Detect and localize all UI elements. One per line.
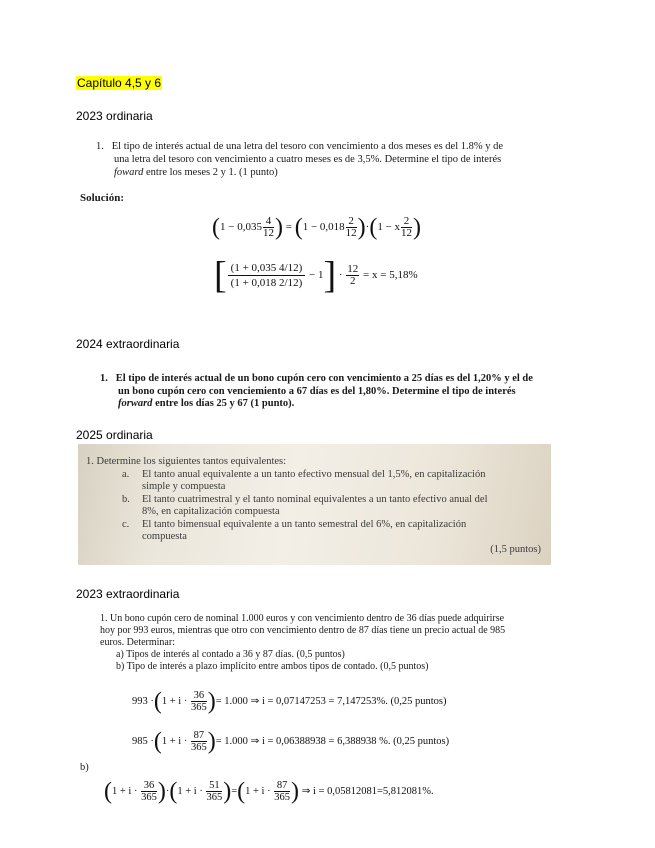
photo-item-line: El tanto cuatrimestral y el tanto nominal equivalentes a un tanto efectivo anual del	[142, 494, 488, 505]
question-italic-word: foward	[114, 167, 144, 178]
question-line: entre los días 25 y 67 (1 punto).	[152, 398, 295, 409]
eq-numerator: 36	[191, 690, 207, 702]
eq-numerator: 4	[263, 216, 274, 228]
section-heading-2023-ordinaria: 2023 ordinaria	[76, 109, 153, 123]
equation-spot-87: 985 ·(1 + i · $\frac{87}{365}$ )= 1.000 ⇒ i = 0,06388938 = 6,388938 %. (0,25 puntos)	[132, 728, 450, 755]
question-line: entre los meses 2 y 1. (1 punto)	[143, 167, 278, 178]
eq-numerator: (1 + 0,035 4/12)	[228, 262, 306, 276]
question-italic-word: forward	[118, 398, 153, 409]
chapter-title: Capítulo 4,5 y 6	[77, 76, 162, 90]
part-b-label: b)	[80, 762, 89, 773]
photo-item-label: a.	[122, 469, 130, 480]
eq-denominator: 365	[190, 702, 207, 713]
eq-numerator: 36	[141, 780, 157, 792]
eq-result: = 0,06388938 = 6,388938 %. (0,25 puntos)	[267, 735, 450, 747]
eq-denominator: 2	[350, 275, 356, 287]
eq-denominator: (1 + 0,018 2/12)	[230, 277, 303, 289]
question-number: 1.	[100, 373, 108, 384]
equation-forward-2: [ $\frac{(1 + 0,035 4/12)}{(1 + 0,018 2/12)}$ − 1] · $\frac{12}{2}$ = x = 5,18%	[214, 254, 418, 297]
eq-term: 1 + i	[177, 785, 197, 797]
photo-item-label: b.	[122, 494, 130, 505]
question-line: El tipo de interés actual de una letra del tesoro con vencimiento a dos meses es del 1.8% y de	[111, 141, 504, 152]
eq-numerator: 2	[401, 216, 412, 228]
eq-term: = 1.000 ⇒ i	[215, 695, 265, 707]
question-line: euros. Determinar:	[100, 637, 175, 648]
question-item-a: a) Tipos de interés al contado a 36 y 87 días. (0,5 puntos)	[116, 649, 345, 660]
question-text	[96, 140, 556, 179]
eq-denominator: 12	[262, 227, 274, 239]
eq-term: 1 + i	[112, 785, 132, 797]
photo-item-label: c.	[122, 519, 130, 530]
exam-photo	[78, 444, 551, 565]
eq-term: 1 − 0,018	[302, 221, 345, 234]
photo-item-line: compuesta	[142, 531, 187, 542]
eq-numerator: 51	[206, 780, 222, 792]
question-line: un bono cupón cero con venciemiento a 67 días es del 1,80%. Determine el tipo de interés	[118, 385, 516, 397]
eq-term: − 1	[309, 269, 324, 282]
photo-item-line: El tanto bimensual equivalente a un tanto semestral del 6%, en capitalización	[142, 519, 467, 530]
photo-item-line: 8%, en capitalización compuesta	[142, 506, 280, 517]
eq-numerator: 2	[346, 216, 357, 228]
eq-denominator: 365	[190, 742, 207, 753]
eq-sign: =	[285, 221, 292, 234]
eq-result: = x = 5,18%	[363, 269, 418, 282]
section-heading-2023-extraordinaria: 2023 extraordinaria	[76, 587, 180, 601]
eq-term: 1 + i	[245, 785, 265, 797]
eq-term: 1 + i	[161, 695, 182, 707]
photo-points: (1,5 puntos)	[490, 544, 541, 555]
section-heading-2025-ordinaria: 2025 ordinaria	[76, 428, 153, 442]
equation-forward-1: (1 − 0,035 $\frac{4}{12}$ ) = (1 − 0,018 $\frac{2}{12}$ )·(1 − x $\frac{2}{12}$ )	[212, 214, 422, 241]
eq-result: ⇒ i = 0,05812081=5,812081%.	[301, 785, 434, 797]
eq-term: 985 ·	[132, 735, 154, 747]
equation-spot-36: 993 ·(1 + i · $\frac{36}{365}$ )= 1.000 ⇒ i = 0,07147253 = 7,147253%. (0,25 puntos)	[132, 688, 447, 715]
question-text	[100, 613, 570, 673]
question-line: hoy por 993 euros, mientras que otro con vencimiento dentro de 87 días tiene un precio actual de 985	[100, 625, 506, 636]
eq-numerator: 87	[274, 780, 290, 792]
equation-forward-36-87: (1 + i · $\frac{36}{365}$ )·(1 + i · $\frac{51}{365}$ )=(1 + i · $\frac{87}{365}$ ) ⇒ i = 0,05812081=5,812081%.	[104, 778, 434, 805]
question-number: 1.	[96, 141, 104, 152]
eq-denominator: 12	[401, 227, 413, 239]
photo-item-line: simple y compuesta	[142, 481, 226, 492]
eq-denominator: 365	[206, 792, 223, 803]
eq-term: 993 ·	[132, 695, 154, 707]
eq-result: = 0,07147253 = 7,147253%. (0,25 puntos)	[267, 695, 447, 707]
question-line: El tipo de interés actual de un bono cupón cero con vencimiento a 25 días es del 1,20% y el de	[115, 373, 533, 384]
eq-term: 1 + i	[161, 735, 182, 747]
question-line: una letra del tesoro con vencimiento a cuatro meses es de 3,5%. Determine el tipo de interés	[114, 154, 502, 165]
eq-numerator: 87	[191, 730, 207, 742]
eq-numerator: 12	[347, 263, 359, 275]
eq-term: 1 − x	[377, 221, 401, 234]
section-heading-2024-extraordinaria: 2024 extraordinaria	[76, 337, 180, 351]
solution-label: Solución:	[80, 192, 125, 204]
question-item-b: b) Tipo de interés a plazo implícito entre ambos tipos de contado. (0,5 puntos)	[116, 661, 429, 672]
question-line: 1. Un bono cupón cero de nominal 1.000 euros y con vencimiento dentro de 36 días puede adquirirse	[100, 613, 505, 624]
photo-intro: 1. Determine los siguientes tantos equivalentes:	[86, 456, 287, 467]
question-text	[100, 373, 550, 411]
eq-term: 1 − 0,035	[220, 221, 262, 234]
eq-denominator: 12	[345, 227, 357, 239]
eq-term: = 1.000 ⇒ i	[215, 735, 265, 747]
photo-item-line: El tanto anual equivalente a un tanto efectivo mensual del 1,5%, en capitalización	[142, 469, 486, 480]
eq-denominator: 365	[274, 792, 290, 803]
eq-denominator: 365	[141, 792, 157, 803]
